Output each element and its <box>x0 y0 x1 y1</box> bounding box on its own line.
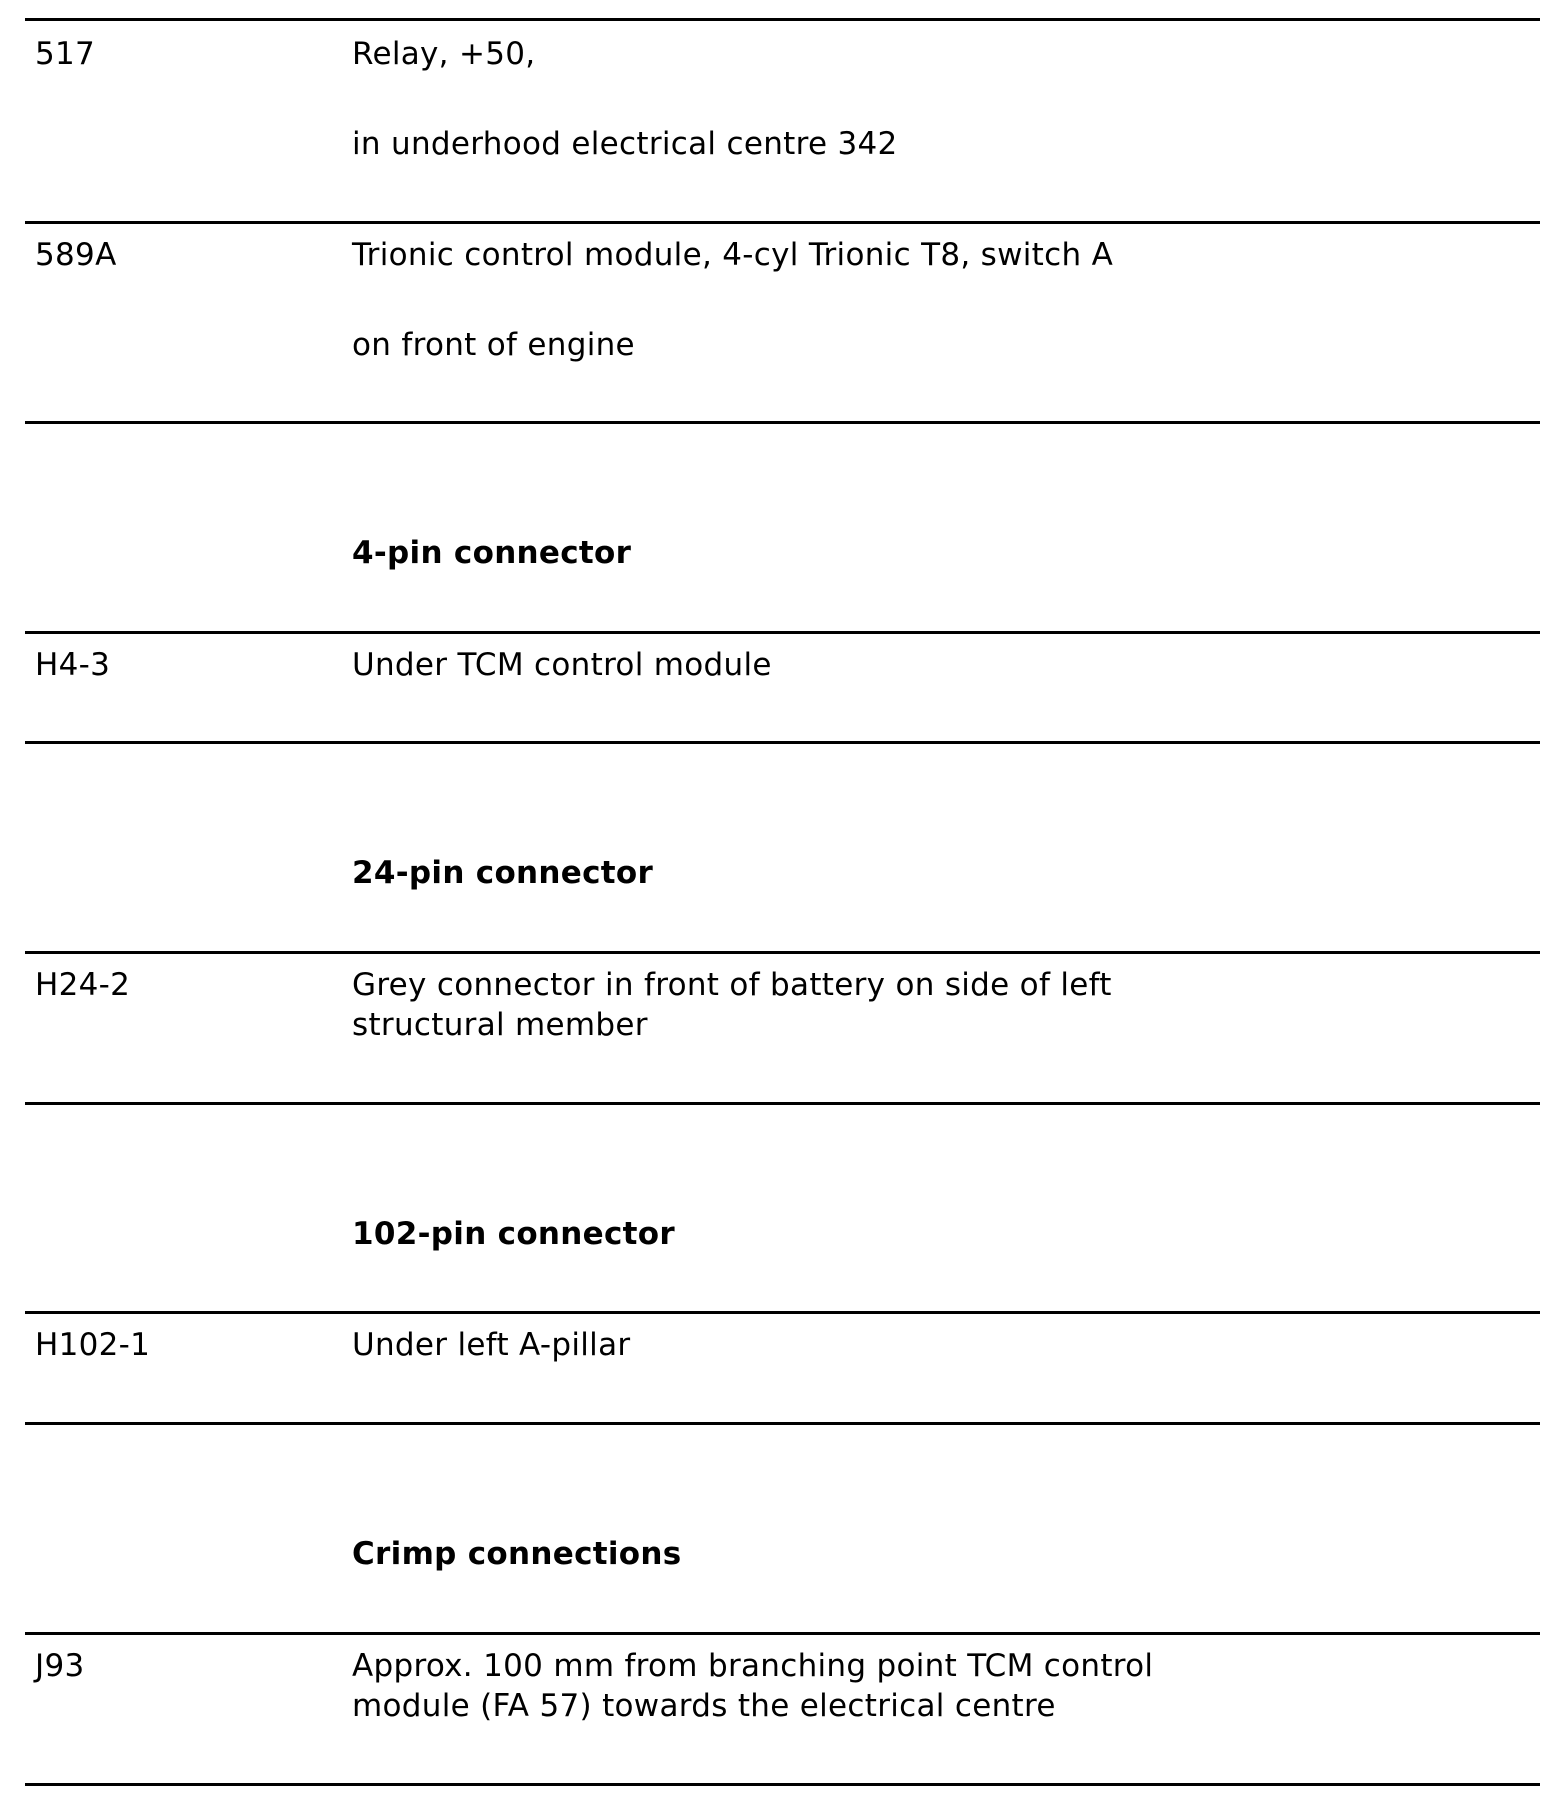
table-rule <box>25 741 1540 744</box>
connector-location: Approx. 100 mm from branching point TCM control <box>352 1648 1154 1684</box>
connector-location-continued: structural member <box>352 1007 648 1043</box>
component-location: in underhood electrical centre 342 <box>352 126 898 162</box>
section-heading: 102-pin connector <box>352 1216 675 1252</box>
connector-location-continued: module (FA 57) towards the electrical centre <box>352 1688 1056 1724</box>
connector-code: H4-3 <box>35 647 111 683</box>
component-location: on front of engine <box>352 327 635 363</box>
connector-location: Grey connector in front of battery on side of left <box>352 967 1112 1003</box>
component-code: 589A <box>35 237 117 273</box>
connector-location: Under TCM control module <box>352 647 772 683</box>
connector-location: Under left A-pillar <box>352 1327 631 1363</box>
table-rule <box>25 421 1540 424</box>
table-rule <box>25 1422 1540 1425</box>
table-rule <box>25 1311 1540 1314</box>
connector-code: H24-2 <box>35 967 131 1003</box>
table-rule <box>25 1632 1540 1635</box>
component-description: Relay, +50, <box>352 36 536 72</box>
table-rule <box>25 631 1540 634</box>
connector-location-table <box>25 0 1540 1806</box>
table-rule <box>25 221 1540 224</box>
section-heading: Crimp connections <box>352 1536 682 1572</box>
table-rule <box>25 1783 1540 1786</box>
connector-code: J93 <box>35 1648 85 1684</box>
component-code: 517 <box>35 36 96 72</box>
table-rule <box>25 1102 1540 1105</box>
component-description: Trionic control module, 4-cyl Trionic T8, switch A <box>352 237 1114 273</box>
section-heading: 24-pin connector <box>352 855 654 891</box>
table-rule <box>25 18 1540 21</box>
table-rule <box>25 951 1540 954</box>
section-heading: 4-pin connector <box>352 535 632 571</box>
connector-code: H102-1 <box>35 1327 151 1363</box>
